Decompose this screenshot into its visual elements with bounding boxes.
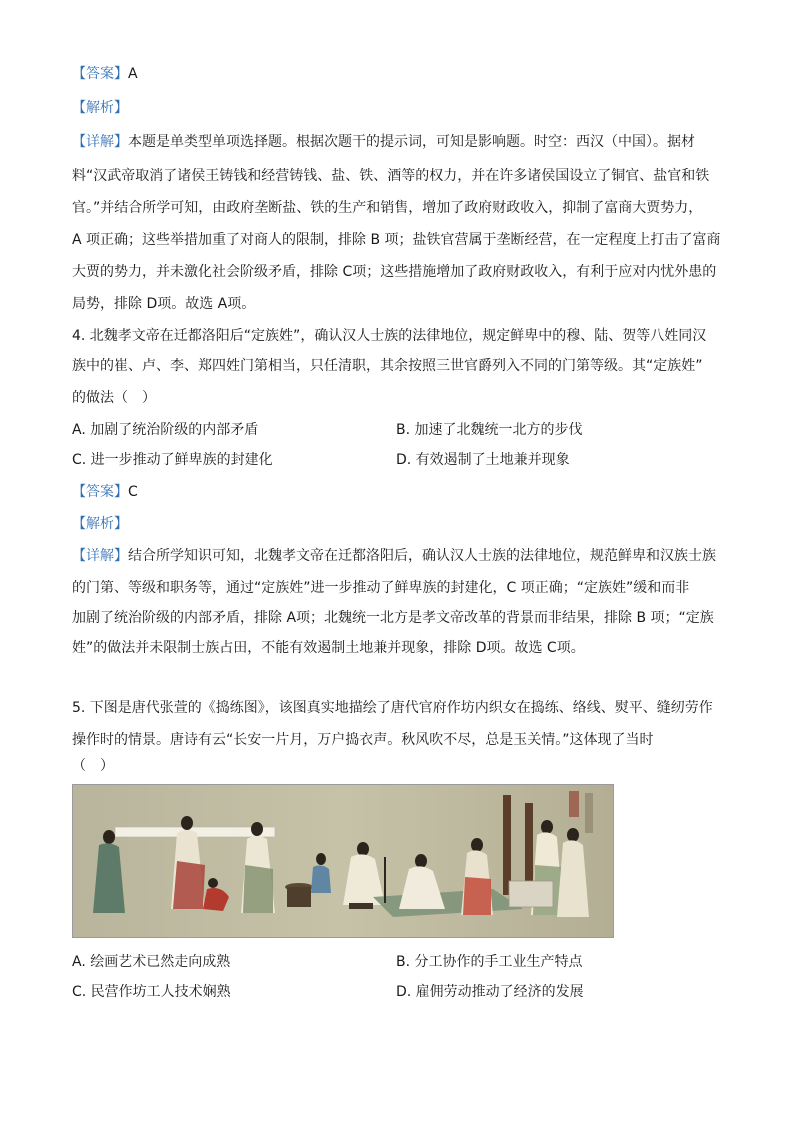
q5-option-c[interactable]: C. 民营作坊工人技术娴熟 (72, 984, 231, 1000)
q4-detail-line-1: 的门第、等级和职务等，通过“定族姓”进一步推动了鲜卑族的封建化，C 项正确；“定族姓”缓和而非 (72, 580, 690, 596)
q3-detail-line-2: 官。”并结合所学可知，由政府垄断盐、铁的生产和销售，增加了政府财政收入，抑制了富商大贾势力， (72, 200, 703, 216)
q4-analysis-tag: 【解析】 (72, 516, 128, 532)
q4-option-a[interactable]: A. 加剧了统治阶级的内部矛盾 (72, 422, 259, 438)
q4-stem-line-1: 族中的崔、卢、李、郑四姓门第相当，只任清职，其余按照三世官爵列入不同的门第等级。其“定族姓” (72, 358, 703, 374)
q4-stem-line-2: 的做法（ ） (72, 390, 156, 406)
q4-stem-line-0: 4. 北魏孝文帝在迁都洛阳后“定族姓”，确认汉人士族的法律地位，规定鲜卑中的穆、陆、贺等八姓同汉 (72, 328, 707, 344)
q4-option-b[interactable]: B. 加速了北魏统一北方的步伐 (396, 422, 583, 438)
detail-text: 本题是单类型单项选择题。根据次题干的提示词，可知是影响题。时空：西汉（中国）。据材 (128, 134, 695, 150)
q5-option-d[interactable]: D. 雇佣劳动推动了经济的发展 (396, 984, 584, 1000)
q3-detail-line-3: A 项正确；这些举措加重了对商人的限制，排除 B 项；盐铁官营属于垄断经营，在一定程度上打击了富商 (72, 232, 721, 248)
answer-tag: 【答案】 (72, 484, 128, 500)
q4-detail-line-2: 加剧了统治阶级的内部矛盾，排除 A项；北魏统一北方是孝文帝改革的背景而非结果，排除 B 项；“定族 (72, 610, 714, 626)
detail-text: 结合所学知识可知，北魏孝文帝在迁都洛阳后，确认汉人士族的法律地位，规范鲜卑和汉族士族 (128, 548, 716, 564)
q3-detail-line-4: 大贾的势力，并未激化社会阶级矛盾，排除 C项；这些措施增加了政府财政收入，有利于应对内忧外患的 (72, 264, 717, 280)
q5-stem-line-0: 5. 下图是唐代张萱的《捣练图》，该图真实地描绘了唐代官府作坊内织女在捣练、络线、熨平、缝纫劳作 (72, 700, 713, 716)
q3-detail-line-5: 局势，排除 D项。故选 A项。 (72, 296, 256, 312)
painting-illustration (73, 785, 613, 937)
q4-detail-line-0 (72, 546, 716, 566)
q4-detail-line-3: 姓”的做法并未限制士族占田，不能有效遏制土地兼并现象，排除 D项。故选 C项。 (72, 640, 585, 656)
answer-tag: 【答案】 (72, 66, 128, 82)
answer-value: C (128, 484, 138, 500)
q3-detail-line-1: 料“汉武帝取消了诸侯王铸钱和经营铸钱、盐、铁、酒等的权力，并在许多诸侯国设立了铜官、盐官和铁 (72, 168, 710, 184)
q5-option-a[interactable]: A. 绘画艺术已然走向成熟 (72, 954, 231, 970)
q5-stem-line-1: 操作时的情景。唐诗有云“长安一片月，万户捣衣声。秋风吹不尽，总是玉关情。”这体现了当时 (72, 732, 654, 748)
q4-option-c[interactable]: C. 进一步推动了鲜卑族的封建化 (72, 452, 273, 468)
answer-value: A (128, 66, 138, 82)
q4-option-d[interactable]: D. 有效遏制了土地兼并现象 (396, 452, 570, 468)
q4-answer (72, 482, 138, 502)
q3-answer (72, 64, 138, 84)
q5-stem-line-2: （ ） (72, 758, 114, 774)
q3-detail-line-0 (72, 132, 695, 152)
q5-option-b[interactable]: B. 分工协作的手工业生产特点 (396, 954, 583, 970)
detail-tag: 【详解】 (72, 134, 128, 150)
q3-analysis-tag: 【解析】 (72, 100, 128, 116)
daolian-painting-image (72, 784, 614, 938)
detail-tag: 【详解】 (72, 548, 128, 564)
